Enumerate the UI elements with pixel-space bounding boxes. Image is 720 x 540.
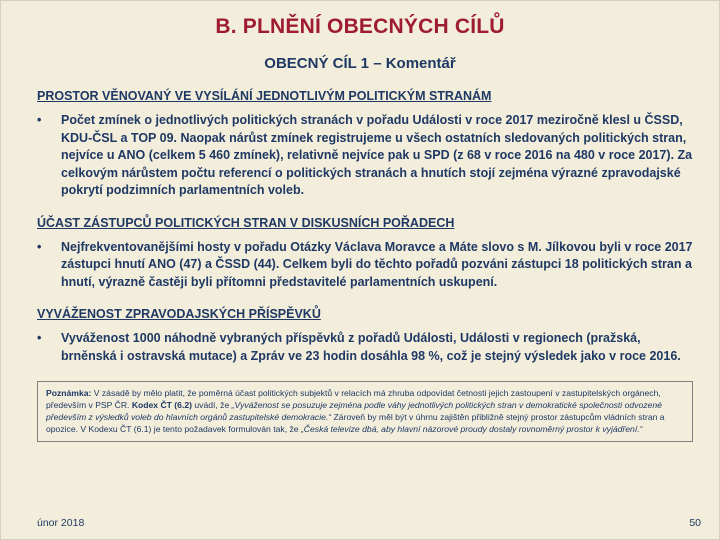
note-quote: „Vyváženost se posuzuje zejména podle váhy jednotlivých politických stran v demokratické společnosti odvozené především z výsledků voleb do hlavních orgánů zastupitelské demokracie.“ — [46, 400, 662, 423]
slide-title: B. PLNĚNÍ OBECNÝCH CÍLŮ — [215, 15, 505, 38]
slide-date: únor 2018 — [37, 517, 85, 529]
bullet-item — [37, 112, 693, 200]
section-vyvazenost — [37, 307, 693, 365]
note-label: Poznámka: — [46, 388, 92, 398]
note-run: V zásadě by mělo platit, že poměrná účast politických subjektů v relacích má zhruba odpovídat četnosti jejich zastoupení v zastupitelských orgánech, především v PSP ČR. — [46, 388, 661, 411]
slide-page-number: 50 — [689, 517, 701, 529]
note-quote: „Česká televize dbá, aby hlavní názorové proudy dostaly rovnoměrný prostor k vyjádření.“ — [300, 424, 643, 435]
section-heading: PROSTOR VĚNOVANÝ VE VYSÍLÁNÍ JEDNOTLIVÝM POLITICKÝM STRANÁM — [37, 89, 492, 103]
bullet-marker: • — [37, 239, 42, 254]
bullet-marker: • — [37, 331, 42, 345]
section-heading: ÚČAST ZÁSTUPCŮ POLITICKÝCH STRAN V DISKUSNÍCH POŘADECH — [37, 215, 455, 230]
bullet-text: Počet zmínek o jednotlivých politických stranách v pořadu Události v roce 2017 meziročně klesl u ČSSD, KDU-ČSL a TOP 09. Naopak nárůst zmínek registrujeme u všech ostatních sledovaných politických stran, nejvíce u ANO (celkem 5 460 zmínek), relativně nejvíce pak u SPD (z 68 v roce 2016 na 480 v roce 2017). Za celkovým nárůstem počtu referencí o politických stranách a hnutích stojí zejména výrazné zpravodajské pokrytí podzimních parlamentních voleb. — [61, 113, 693, 197]
slide-content — [37, 89, 693, 442]
note-run: Zároveň by měl být v úhrnu zajištěn přibližně stejný prostor zástupcům vládních stran a opozice. V Kodexu ČT (6.1) je tento požadavek formulován tak, že — [46, 412, 665, 435]
bullet-item — [37, 330, 693, 365]
bullet-text: Nejfrekventovanějšími hosty v pořadu Otázky Václava Moravce a Máte slovo s M. Jílkovou byli v roce 2017 zástupci hnutí ANO (47) a ČSSD (44). Celkem byli do těchto pořadů pozváni zástupci 18 politických stran a hnutí, výrazně častěji byli přítomni představitelé parlamentních uskupení. — [61, 239, 693, 289]
slide-subtitle: OBECNÝ CÍL 1 – Komentář — [264, 55, 456, 72]
footnote-box — [37, 381, 693, 442]
bullet-text: Vyváženost 1000 náhodně vybraných příspěvků z pořadů Události, Události v regionech (pražská, brněnská i ostravská mutace) a Zpráv ve 23 hodin dosáhla 98 %, což je stejný výsledek jako v roce 2016. — [61, 331, 681, 363]
note-run: Kodex ČT (6.2) — [131, 400, 192, 411]
bullet-marker: • — [37, 113, 42, 127]
section-ucast — [37, 216, 693, 292]
section-prostor — [37, 89, 693, 200]
note-run: uvádí, že — [191, 400, 232, 411]
section-heading: VYVÁŽENOST ZPRAVODAJSKÝCH PŘÍSPĚVKŮ — [37, 307, 321, 321]
bullet-item — [37, 239, 693, 292]
